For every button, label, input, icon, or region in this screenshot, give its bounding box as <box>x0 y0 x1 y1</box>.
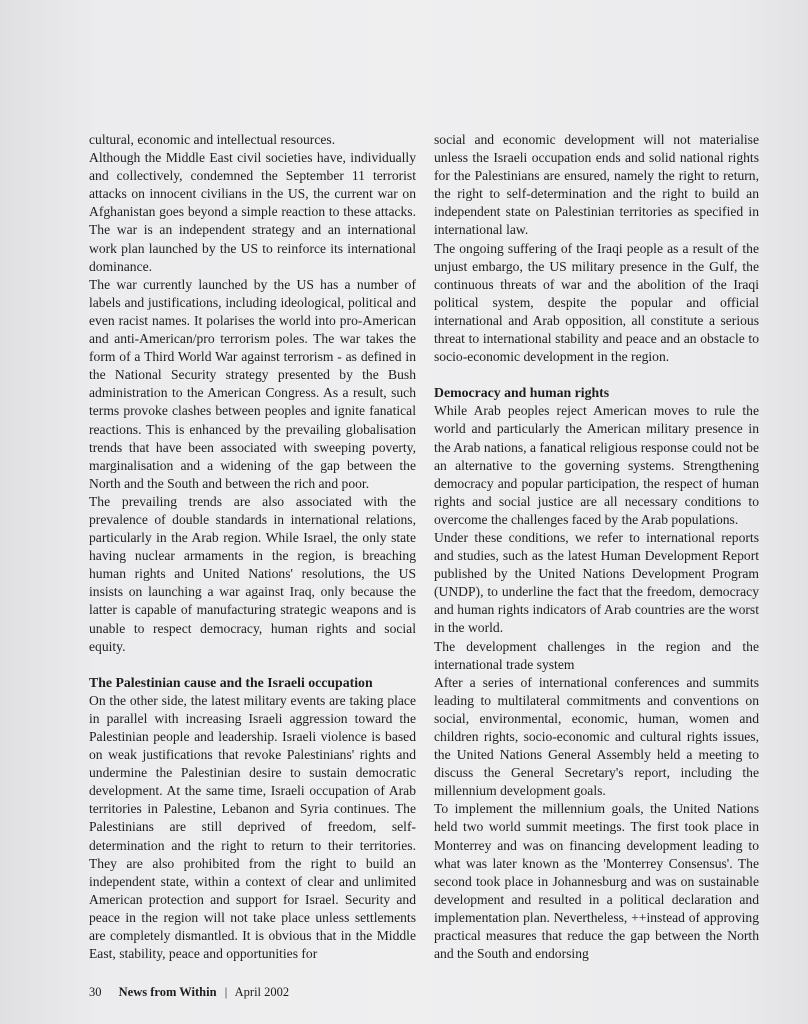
paragraph: social and economic development will not materialise unless the Israeli occupation ends and solid national rights for the Palestinians are ensured, namely the right to return, the right to self-determination and the right to build an independent state on Palestinian territories as specified in international law. <box>434 132 759 238</box>
page-footer <box>89 985 289 1000</box>
left-column <box>89 131 416 963</box>
paragraph: Under these conditions, we refer to international reports and studies, such as the latest Human Development Report published by the United Nations Development Program (UNDP), to underline the fact that the freedom, democracy and human rights indicators of Arab countries are the worst in the world. <box>434 529 759 636</box>
paragraph: The ongoing suffering of the Iraqi people as a result of the unjust embargo, the US military presence in the Gulf, the continuous threats of war and the abolition of the Iraqi political system, despite the popular and official international and Arab opposition, all constitute a serious threat to international stability and peace and an obstacle to socio-economic development in the region. <box>434 240 759 365</box>
section-spacer <box>89 656 416 674</box>
page-number: 30 <box>89 985 102 999</box>
section-spacer <box>434 366 759 384</box>
section-heading: The Palestinian cause and the Israeli occupation <box>89 674 373 690</box>
section-heading: Democracy and human rights <box>434 385 610 401</box>
paragraph: To implement the millennium goals, the United Nations held two world summit meetings. The first took place in Monterrey and was on financing development leading to what was later known as the 'Monterrey Consensus'. The second took place in Johannesburg and was on sustainable development and resulted in a political declaration and implementation plan. Nevertheless, ++instead of approving practical measures that reduce the gap between the North and the South and endorsing <box>434 801 759 962</box>
paragraph: cultural, economic and intellectual resources. <box>89 132 336 147</box>
paragraph: The war currently launched by the US has a number of labels and justifications, including ideological, political and even racist names. It polarises the world into pro-American and anti-American/pro terrorism poles. The war takes the form of a Third World War against terrorism - as defined in the National Security strategy presented by the Bush administration to the American Congress. As a result, such terms provoke clashes between peoples and ignite fanatical reactions. This is enhanced by the prevailing globalisation trends that have been associated with sweeping poverty, marginalisation and a widening of the gap between the North and the South and between the rich and poor. <box>89 276 416 491</box>
paragraph: The prevailing trends are also associated with the prevalence of double standards in international relations, particularly in the Arab region. While Israel, the only state having nuclear armaments in the region, is breaching human rights and United Nations' resolutions, the US insists on launching a war against Iraq, only because the latter is capable of manufacturing strategic weapons and is unable to respect democracy, human rights and social equity. <box>89 493 416 654</box>
publication-name: News from Within <box>118 985 217 999</box>
paragraph: Although the Middle East civil societies have, individually and collectively, condemned the September 11 terrorist attacks on innocent civilians in the US, the current war on Afghanistan goes beyond a simple reaction to these attacks. The war is an independent strategy and an international work plan launched by the US to reinforce its international dominance. <box>89 150 416 274</box>
paragraph: While Arab peoples reject American moves to rule the world and particularly the American military presence in the Arab nations, a fanatical religious response could not be an alternative to the governing systems. Strengthening democracy and popular participation, the respect of human rights and social justice are all necessary conditions to overcome the challenges faced by the Arab populations. <box>434 403 759 527</box>
issue-date: April 2002 <box>234 985 290 999</box>
footer-separator: | <box>224 985 228 999</box>
paragraph: The development challenges in the region and the international trade system <box>434 638 759 672</box>
paragraph: After a series of international conferences and summits leading to multilateral commitments and conventions on social, environmental, economic, human, women and children rights, socio-economic and cultural rights issues, the United Nations General Assembly held a meeting to discuss the General Secretary's report, including the millennium development goals. <box>434 674 759 799</box>
paragraph: On the other side, the latest military events are taking place in parallel with increasing Israeli aggression toward the Palestinian people and leadership. Israeli violence is based on weak justifications that revoke Palestinians' rights and undermine the Palestinian desire to sustain democratic development. At the same time, Israeli occupation of Arab territories in Palestine, Lebanon and Syria continues. The Palestinians are still deprived of freedom, self-determination and the right to return to their territories. They are also prohibited from the right to build an independent state, within a context of clear and unlimited American protection and support for Israel. Security and peace in the region will not take place unless settlements are completely dismantled. It is obvious that in the Middle East, stability, peace and opportunities for <box>89 692 416 962</box>
right-column <box>434 131 759 963</box>
